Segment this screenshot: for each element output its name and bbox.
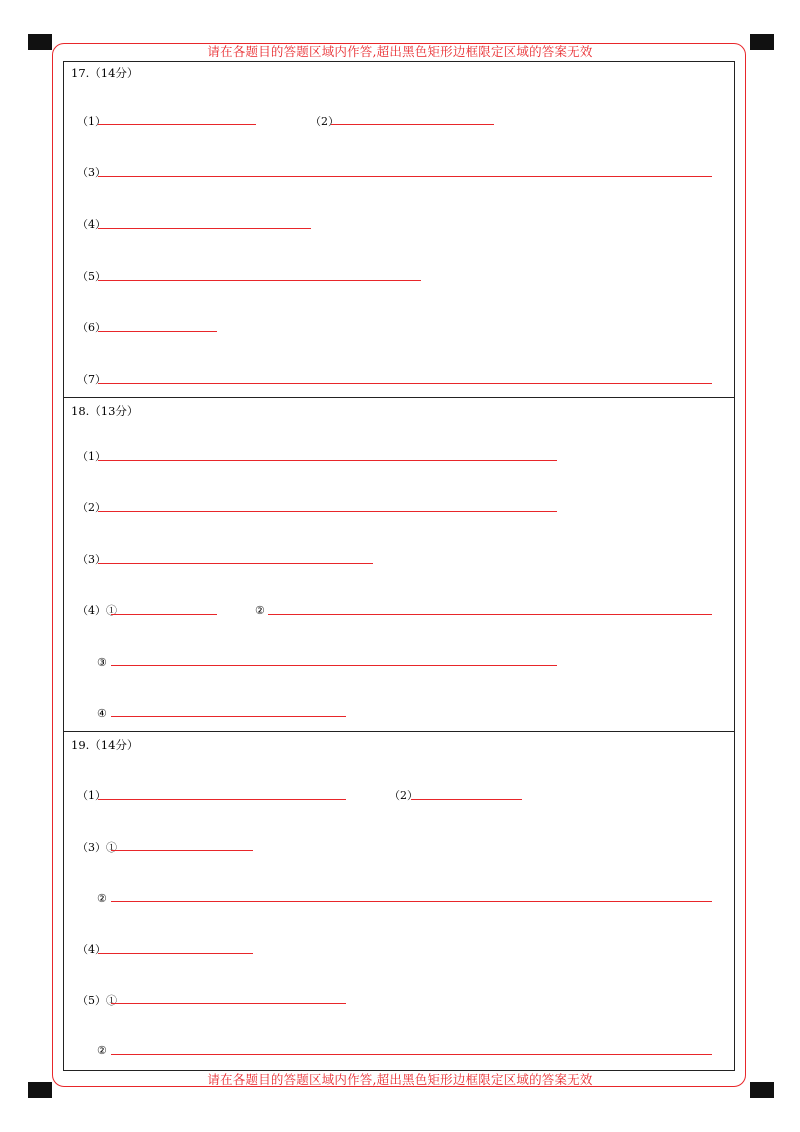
q17-item-2-label: （2） [310,115,339,128]
q18-item-4-4-answer-line[interactable] [111,716,346,717]
q17-item-1-label: （1） [77,115,106,128]
q18-item-3-label: （3） [77,553,106,566]
q19-item-5-2-answer-line[interactable] [111,1054,712,1055]
q17-item-1-answer-line[interactable] [98,124,256,125]
question-19-title: 19.（14分） [71,738,139,752]
question-17-title: 17.（14分） [71,66,139,80]
q17-item-6-answer-line[interactable] [98,331,217,332]
q17-item-5-answer-line[interactable] [98,280,421,281]
q19-item-3-1-label: （3）① [77,841,117,854]
q17-item-3-label: （3） [77,166,106,179]
q18-item-4-4-label: ④ [97,707,107,720]
q19-item-4-label: （4） [77,943,106,956]
header-notice: 请在各题目的答题区域内作答,超出黑色矩形边框限定区域的答案无效 [207,44,593,59]
q17-item-5-label: （5） [77,270,106,283]
section-divider [63,397,735,398]
q17-item-7-label: （7） [77,373,106,386]
q17-item-2-answer-line[interactable] [331,124,494,125]
q19-item-1-answer-line[interactable] [98,799,346,800]
q18-item-4-3-answer-line[interactable] [111,665,557,666]
q19-item-3-2-label: ② [97,892,107,905]
answer-area-frame [63,61,735,1071]
q19-item-4-answer-line[interactable] [98,953,253,954]
q19-item-2-answer-line[interactable] [411,799,522,800]
q19-item-5-2-label: ② [97,1044,107,1057]
q18-item-4-3-label: ③ [97,656,107,669]
q18-item-1-label: （1） [77,450,106,463]
q17-item-4-label: （4） [77,218,106,231]
q17-item-6-label: （6） [77,321,106,334]
footer-notice: 请在各题目的答题区域内作答,超出黑色矩形边框限定区域的答案无效 [207,1072,593,1087]
question-18-title: 18.（13分） [71,404,139,418]
q19-item-1-label: （1） [77,789,106,802]
q17-item-4-answer-line[interactable] [98,228,311,229]
q18-item-4-2-answer-line[interactable] [268,614,712,615]
q18-item-2-answer-line[interactable] [98,511,557,512]
q19-item-2-label: （2） [389,789,418,802]
q18-item-2-label: （2） [77,501,106,514]
q17-item-7-answer-line[interactable] [98,383,712,384]
q18-item-4-1-answer-line[interactable] [111,614,217,615]
q19-item-3-1-answer-line[interactable] [111,850,253,851]
q19-item-5-1-label: （5）① [77,994,117,1007]
q18-item-4-2-label: ② [255,604,265,617]
q18-item-4-1-label: （4）① [77,604,117,617]
q19-item-5-1-answer-line[interactable] [111,1003,346,1004]
section-divider [63,731,735,732]
q17-item-3-answer-line[interactable] [98,176,712,177]
q18-item-3-answer-line[interactable] [98,563,373,564]
q19-item-3-2-answer-line[interactable] [111,901,712,902]
q18-item-1-answer-line[interactable] [98,460,557,461]
